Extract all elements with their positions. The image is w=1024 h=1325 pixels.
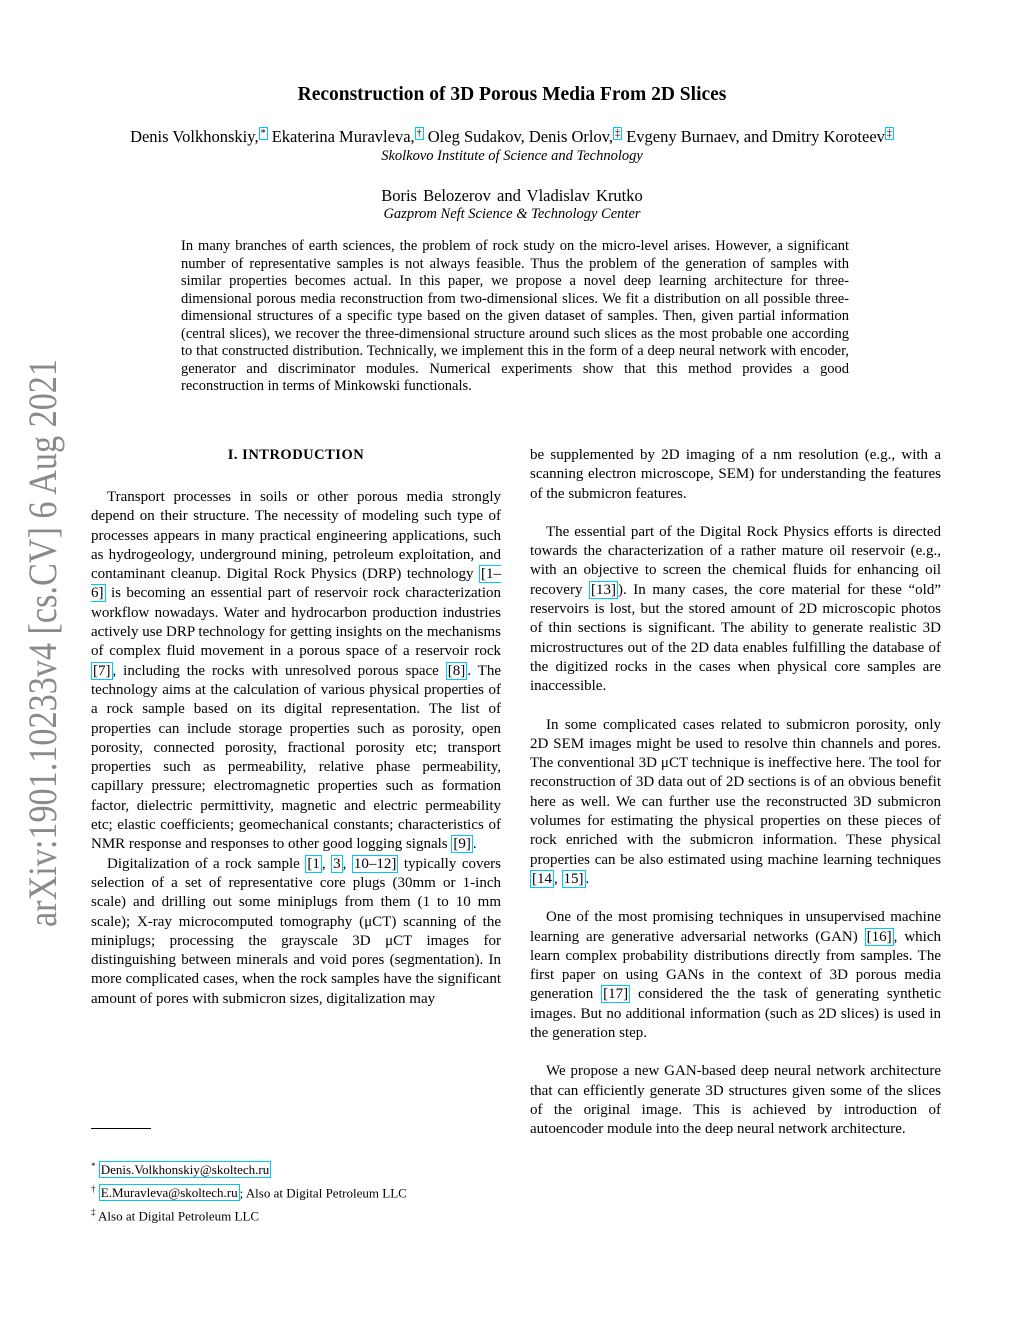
author-name: Oleg Sudakov, Denis Orlov, (423, 127, 614, 146)
paragraph-text: , (342, 855, 352, 872)
paragraph-text: considered the the task of generating synthetic images. But no additional information (such as 2D slices) is used in the generation step. (530, 986, 941, 1042)
paragraph (530, 1062, 941, 1139)
paragraph (530, 908, 941, 1043)
footnote-rule (91, 1128, 151, 1129)
citation-link[interactable]: [7] (93, 662, 111, 679)
paragraph-text: The essential part of the Digital Rock Physics efforts is directed towards the characterization of a rather mature oil reservoir (e.g., with an objective to screen the chemical fluids for enhancing oil recovery (530, 523, 941, 598)
arxiv-stamp-svg (12, 355, 72, 930)
paragraph-text: One of the most promising techniques in unsupervised machine learning are generative adversarial networks (GAN) (530, 909, 941, 945)
citation-link[interactable]: [8] (447, 662, 466, 679)
paragraph-text: , including the rocks with unresolved porous space (112, 662, 446, 679)
affiliation-skoltech: Skolkovo Institute of Science and Technology (381, 148, 643, 164)
abstract: In many branches of earth sciences, the problem of rock study on the micro-level arises. However, a significant number of representative samples is not always feasible. Thus the problem of the generation of samples with similar properties becomes actual. In this paper, we propose a novel deep learning architecture for three-dimensional porous media reconstruction from two-dimensional slices. We fit a distribution on all possible three-dimensional structures of a specific type based on the given dataset of samples. Then, given partial information (central slices), we recover the three-dimensional structure around such slices as the most probable one according to that constructed distribution. Technically, we implement this in the form of a deep neural network with encoder, generator and discriminator modules. Numerical experiments show that this method provides a good reconstruction in terms of Minkowski functionals. (181, 238, 849, 394)
section-heading-introduction: I. INTRODUCTION (227, 447, 365, 463)
author-name: Evgeny Burnaev, and Dmitry Koroteev (622, 127, 885, 146)
paragraph-text: is becoming an essential part of reservoir rock characterization workflow nowadays. Water and hydrocarbon production industries actively use DRP technology for getting insights on the mechanisms of complex fluid movement in a porous space of a reservoir rock (91, 585, 501, 660)
author-list (0, 127, 1024, 147)
citation-link[interactable]: [17] (603, 986, 629, 1003)
author-footnote-mark[interactable]: ‡ (886, 127, 892, 139)
paragraph-text: typically covers selection of a set of representative core plugs (30mm or 1-inch scale) and drilling out some miniplugs from them (1 to 10 mm scale); X-ray microcomputed tomography (μCT) scanning of the miniplugs; processing the grayscale 3D μCT images for distinguishing between minerals and void pores (segmentation). In more complicated cases, when the rock samples have the significant amount of pores with submicron sizes, digitalization may (91, 855, 502, 1007)
paragraph-text: Transport processes in soils or other porous media strongly depend on their structure. The necessity of modeling such type of processes appears in many practical engineering applications, such as hydrogeology, underground mining, petroleum exploitation, and contaminant cleanup. Digital Rock Physics (DRP) technology (91, 489, 501, 583)
footnote-text: Also at Digital Petroleum LLC (98, 1207, 260, 1223)
author-name: Denis Volkhonskiy, (130, 127, 259, 146)
paragraph-text: . (585, 870, 590, 887)
footnote (91, 1157, 407, 1180)
arxiv-stamp-text: arXiv:1901.10233v4 [cs.CV] 6 Aug 2021 (20, 355, 65, 927)
citation-link[interactable]: [9] (453, 836, 471, 853)
citation-link[interactable]: [1 (307, 855, 320, 872)
paragraph-text: be supplemented by 2D imaging of a nm resolution (e.g., with a scanning electron microscope, SEM) for understanding the features of the submicron features. (530, 447, 941, 502)
paragraph-text: . The technology aims at the calculation of various physical properties of a rock sample based on its digital representation. The list of properties can include storage properties such as porosity, open porosity, connected porosity, fractional porosity etc; transport properties such as permeability, relative phase permeability, capillary pressure; electromagnetic properties such as formation factor, dielectric permittivity, magnetic and electric permeability etc; elastic coefficients; geomechanical constants; characteristics of NMR response and responses to other good logging signals (91, 662, 501, 853)
author-footnote-mark[interactable]: ‡ (615, 127, 621, 139)
paper-title: Reconstruction of 3D Porous Media From 2D Slices (297, 84, 727, 105)
paragraph-text: , which learn complex probability distributions directly from samples. The first paper on using GANs in the context of 3D porous media generation (530, 928, 941, 1003)
author-list-gazprom: Boris Belozerov and Vladislav Krutko (381, 186, 643, 205)
citation-link[interactable]: 15] (563, 870, 584, 887)
paragraph-text: We propose a new GAN-based deep neural network architecture that can efficiently generate 3D structures given some of the slices of the original image. This is achieved by introduction of autoencoder module into the deep neural network architecture. (530, 1063, 941, 1138)
paragraph (530, 716, 941, 890)
citation-link[interactable]: [1–6] (91, 566, 501, 602)
footnote (91, 1203, 407, 1226)
citation-link[interactable]: [16] (866, 928, 892, 945)
paragraph-text: ). In many cases, the core material for these “old” reservoirs is lost, but the stored amount of 2D microscopic photos of thin sections is significant. The ability to generate realistic 3D microstructures out of the 2D data enables fulfilling the database of the digitized rocks in the cases when physical core samples are inaccessible. (530, 581, 941, 695)
author-footnote-mark[interactable]: † (416, 127, 422, 139)
left-column (91, 488, 501, 1009)
author-name: Ekaterina Muravleva, (267, 127, 415, 146)
paragraph (91, 855, 501, 1009)
arxiv-stamp (12, 355, 72, 930)
footnote-text: ; Also at Digital Petroleum LLC (239, 1185, 407, 1201)
footnote-mark: † (91, 1183, 96, 1194)
footnote-mark: * (91, 1161, 96, 1171)
paragraph-text: In some complicated cases related to submicron porosity, only 2D SEM images might be used to resolve thin channels and pores. The conventional 3D μCT technique is ineffective here. The tool for reconstruction of 3D data out of 2D sections is of an obvious benefit here as well. We can further use the reconstructed 3D submicron volumes for estimating the physical properties on these pieces of rock enriched with the submicron information. These physical properties can be also estimated using machine learning techniques (530, 716, 941, 868)
citation-link[interactable]: [14 (532, 870, 552, 887)
email-link[interactable]: E.Muravleva@skoltech.ru (100, 1185, 238, 1201)
affiliation-gazprom: Gazprom Neft Science & Technology Center (383, 206, 641, 222)
citation-link[interactable]: 10–12] (353, 855, 397, 872)
footnote (91, 1180, 407, 1203)
paragraph-text: Digitalization of a rock sample (107, 855, 306, 872)
paragraph-text: , (554, 870, 562, 887)
email-link[interactable]: Denis.Volkhonskiy@skoltech.ru (100, 1162, 270, 1178)
citation-link[interactable]: [13] (591, 581, 617, 598)
paragraph (91, 488, 501, 855)
paragraph (530, 446, 941, 504)
right-column (530, 446, 941, 1140)
paragraph (530, 523, 941, 697)
footnotes (91, 1157, 407, 1225)
paragraph-text: , (321, 855, 332, 872)
citation-link[interactable]: 3 (333, 855, 341, 872)
author-footnote-mark[interactable]: * (260, 127, 266, 139)
paragraph-text: . (472, 836, 477, 853)
footnote-mark: ‡ (91, 1206, 96, 1217)
